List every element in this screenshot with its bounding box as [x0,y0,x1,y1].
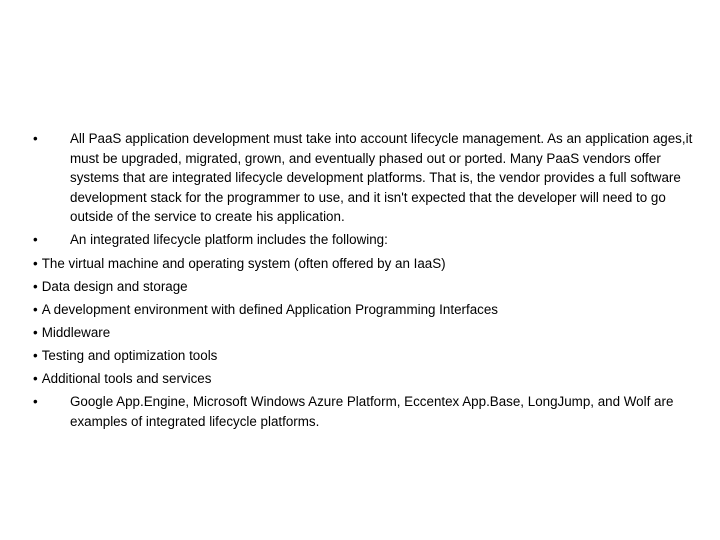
bullet-item-lifecycle-management [33,129,693,227]
bullet-marker: • [33,255,38,271]
bullet-text: A development environment with defined Application Programming Interfaces [41,301,498,317]
bullet-text: An integrated lifecycle platform includes the following: [70,232,388,248]
bullet-item-data-design [33,277,693,297]
bullet-text: Additional tools and services [41,371,212,387]
bullet-text: All PaaS application development must take into account lifecycle management. As an application ages,it must be upgraded, migrated, grown, and eventually phased out or ported. Many PaaS vendors offer systems that are integrated lifecycle development platforms. That is, the vendor provides a full software development stack for the programmer to use, and it isn't expected that the developer will need to go outside of the service to create his application. [70,131,693,225]
bullet-marker: • [33,394,38,410]
bullet-item-development-environment [33,300,693,320]
bullet-marker: • [33,324,38,340]
bullet-text: Data design and storage [41,278,188,294]
bullet-marker: • [33,131,38,146]
bullet-list [33,129,693,431]
bullet-marker: • [33,278,38,294]
bullet-text: Google App.Engine, Microsoft Windows Azure Platform, Eccentex App.Base, LongJump, and Wolf are examples of integrated lifecycle platforms. [70,394,674,429]
bullet-item-platform-includes [33,230,693,250]
bullet-text: The virtual machine and operating system (often offered by an IaaS) [41,255,446,271]
bullet-text: Middleware [41,324,111,340]
bullet-marker: • [33,301,38,317]
bullet-text: Testing and optimization tools [41,347,218,363]
bullet-item-additional-tools [33,369,693,389]
bullet-marker: • [33,232,38,248]
bullet-item-testing-tools [33,346,693,366]
bullet-item-platform-examples [33,392,693,431]
bullet-marker: • [33,347,38,363]
bullet-item-middleware [33,323,693,343]
bullet-item-virtual-machine [33,254,693,274]
bullet-marker: • [33,371,38,387]
